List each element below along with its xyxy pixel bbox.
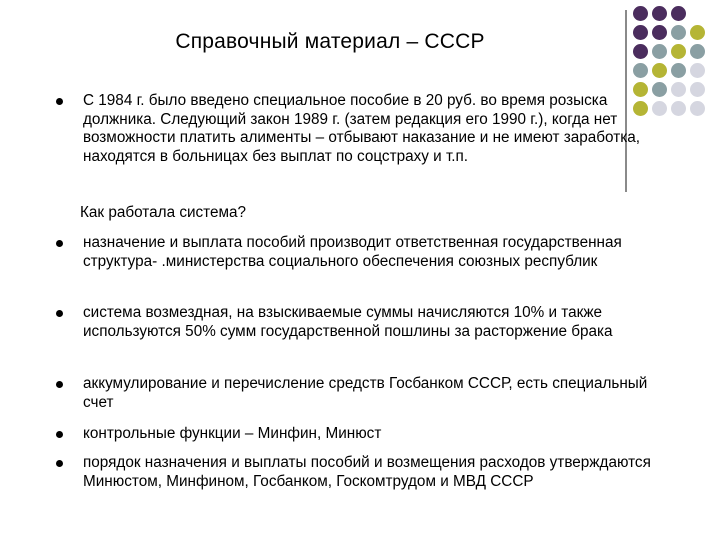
- decorative-dot: [633, 63, 648, 78]
- decorative-dot: [652, 63, 667, 78]
- list-item: [56, 425, 680, 444]
- decorative-dot: [671, 44, 686, 59]
- decorative-dot: [690, 63, 705, 78]
- list-item-text: назначение и выплата пособий производит ответственная государственная структура- .министерства социального обеспечения союзных республик: [83, 234, 622, 270]
- decorative-dot: [633, 44, 648, 59]
- list-item: [56, 304, 680, 341]
- decorative-dot: [690, 44, 705, 59]
- intro-text: С 1984 г. было введено специальное пособие в 20 руб. во время розыска должника. Следующий закон 1989 г. (затем редакция его 1990 г.), когда нет возможности платить алименты – отбывают наказание и не имеют заработка, находятся в больницах без выплат по соцстраху и т.п.: [83, 92, 641, 165]
- decorative-dot: [652, 44, 667, 59]
- decorative-dot: [633, 6, 648, 21]
- list-item-text: система возмездная, на взыскиваемые суммы начисляются 10% и также используются 50% сумм государственной пошлины за расторжение брака: [83, 304, 613, 340]
- bullet-icon: [56, 310, 63, 317]
- section-subheading: Как работала система?: [80, 204, 247, 221]
- decorative-dot: [652, 6, 667, 21]
- decorative-dot: [690, 25, 705, 40]
- bullet-icon: [56, 460, 63, 467]
- bullet-icon: [56, 98, 63, 105]
- list-item-text: порядок назначения и выплаты пособий и возмещения расходов утверждаются Минюстом, Минфином, Госбанком, Госкомтрудом и МВД СССР: [83, 454, 651, 490]
- decorative-dot: [690, 82, 705, 97]
- intro-bullet: [56, 92, 680, 166]
- decorative-dot: [652, 25, 667, 40]
- bullet-icon: [56, 431, 63, 438]
- bullet-icon: [56, 381, 63, 388]
- decorative-dot: [671, 63, 686, 78]
- decorative-dot: [671, 6, 686, 21]
- list-item: [56, 454, 680, 491]
- decorative-dot: [690, 101, 705, 116]
- decorative-dot: [671, 25, 686, 40]
- list-item-text: аккумулирование и перечисление средств Госбанком СССР, есть специальный счет: [83, 375, 648, 411]
- bullet-icon: [56, 240, 63, 247]
- list-item: [56, 375, 680, 412]
- decorative-dot: [633, 25, 648, 40]
- list-item-text: контрольные функции – Минфин, Минюст: [83, 425, 382, 442]
- slide-title: Справочный материал – СССР: [175, 30, 485, 53]
- list-item: [56, 234, 680, 271]
